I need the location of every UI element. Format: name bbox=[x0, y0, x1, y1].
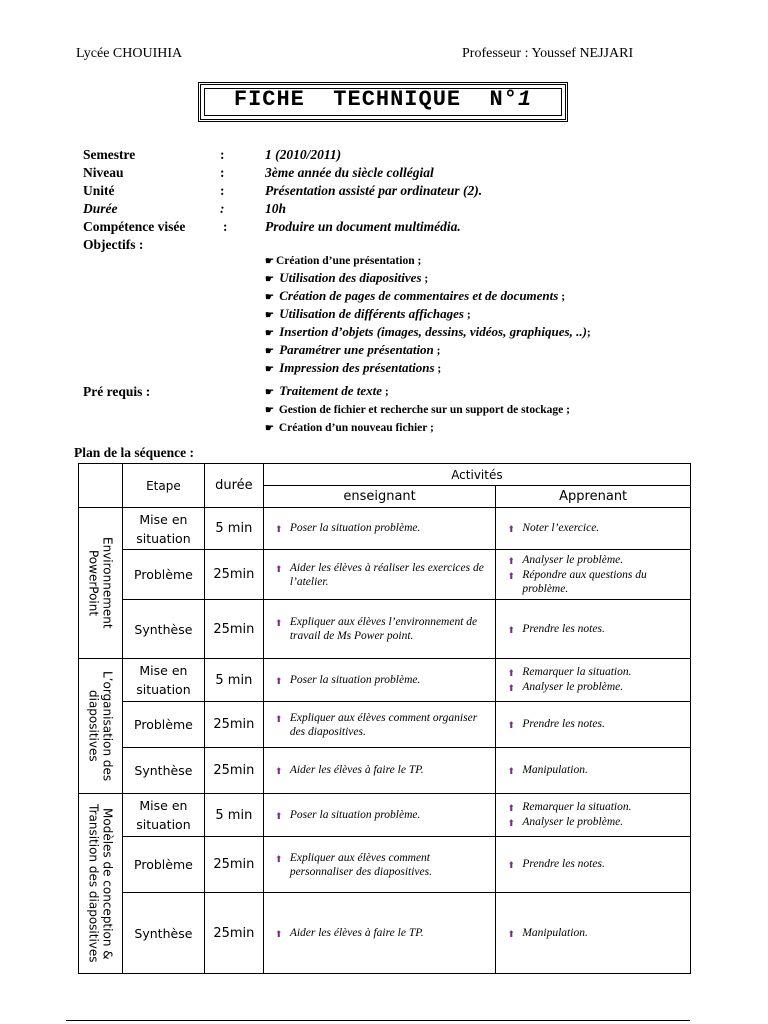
enseignant-cell bbox=[263, 794, 496, 837]
duree-cell: 25min bbox=[204, 550, 263, 600]
activity-text: Poser la situation problème. bbox=[289, 673, 421, 686]
hand-pointer-icon: ☛ bbox=[265, 346, 274, 357]
duree-cell: 5 min bbox=[204, 508, 263, 550]
school-name: Lycée CHOUIHIA bbox=[76, 46, 183, 61]
activity-text: Prendre les notes. bbox=[522, 858, 605, 870]
activity-text: Poser la situation problème. bbox=[289, 522, 421, 534]
table-row bbox=[79, 600, 691, 659]
activity-text: Analyser le problème. bbox=[522, 681, 624, 693]
info-block bbox=[0, 146, 768, 256]
info-value: Produire un document multimédia. bbox=[265, 219, 461, 234]
activity-text: Manipulation. bbox=[522, 926, 588, 939]
activity-text: Aider les élèves à faire le TP. bbox=[289, 926, 424, 939]
info-colon: : bbox=[220, 183, 225, 198]
activity-text: Noter l’exercice. bbox=[522, 522, 600, 534]
hand-pointer-icon: ☛ bbox=[265, 364, 274, 375]
list-item-text: Création d’un nouveau fichier ; bbox=[275, 422, 434, 434]
header-activites: Activités bbox=[263, 464, 690, 486]
list-item-suffix: ; bbox=[421, 273, 429, 285]
apprenant-cell bbox=[496, 893, 691, 974]
arrow-bullet-icon: ⬆ bbox=[507, 803, 516, 813]
list-item bbox=[265, 401, 570, 419]
list-item-text: Traitement de texte bbox=[275, 383, 382, 398]
hand-pointer-icon: ☛ bbox=[265, 292, 274, 303]
activity-text: Aider les élèves à réaliser les exercices de l’atelier. bbox=[289, 561, 484, 588]
activity-text: Prendre les notes. bbox=[522, 622, 605, 635]
table-row bbox=[79, 550, 691, 600]
list-item bbox=[265, 270, 591, 288]
teacher-name: Professeur : Youssef NEJJARI bbox=[462, 46, 634, 61]
hand-pointer-icon: ☛ bbox=[265, 387, 274, 398]
section-name-cell bbox=[79, 508, 123, 659]
duree-cell: 25min bbox=[204, 748, 263, 794]
table-row bbox=[79, 837, 691, 893]
activity-text: Expliquer aux élèves comment personnaliser des diapositives. bbox=[289, 851, 432, 878]
arrow-bullet-icon: ⬆ bbox=[275, 810, 283, 821]
prerequisites-list bbox=[265, 383, 570, 437]
arrow-bullet-icon: ⬆ bbox=[507, 818, 516, 828]
apprenant-cell bbox=[496, 550, 691, 600]
header-etape: Etape bbox=[122, 464, 204, 508]
table-row bbox=[79, 893, 691, 974]
hand-pointer-icon: ☛ bbox=[265, 328, 274, 339]
enseignant-cell bbox=[263, 508, 496, 550]
activity-text: Analyser le problème. bbox=[522, 554, 624, 566]
etape-cell: Synthèse bbox=[122, 600, 204, 659]
sequence-table bbox=[78, 463, 691, 974]
plan-label: Plan de la séquence : bbox=[74, 445, 194, 460]
arrow-bullet-icon: ⬆ bbox=[507, 860, 516, 870]
arrow-bullet-icon: ⬆ bbox=[275, 563, 283, 574]
apprenant-cell bbox=[496, 794, 691, 837]
duree-cell: 25min bbox=[204, 600, 263, 659]
corner-cell bbox=[79, 464, 123, 508]
enseignant-cell bbox=[263, 659, 496, 702]
list-item-text: Insertion d’objets (images, dessins, vidéos, graphiques, ..) bbox=[275, 324, 587, 339]
arrow-bullet-icon: ⬆ bbox=[507, 571, 516, 581]
info-colon: : bbox=[223, 219, 228, 234]
arrow-bullet-icon: ⬆ bbox=[507, 928, 516, 939]
title-box bbox=[198, 82, 568, 122]
table-row bbox=[79, 508, 691, 550]
arrow-bullet-icon: ⬆ bbox=[275, 713, 283, 724]
info-label: Compétence visée bbox=[83, 219, 186, 234]
list-item bbox=[265, 383, 570, 401]
info-label: Objectifs : bbox=[83, 237, 144, 252]
info-value: Présentation assisté par ordinateur (2). bbox=[265, 183, 483, 198]
list-item-suffix: ; bbox=[464, 309, 471, 321]
arrow-bullet-icon: ⬆ bbox=[275, 618, 283, 628]
info-colon: : bbox=[220, 201, 225, 216]
list-item-text: Création de pages de commentaires et de documents bbox=[275, 288, 559, 303]
activity-text: Poser la situation problème. bbox=[289, 808, 421, 821]
header-apprenant: Apprenant bbox=[496, 486, 691, 508]
section-name-cell bbox=[79, 659, 123, 794]
activity-text: Remarquer la situation. bbox=[522, 801, 632, 813]
bottom-rule bbox=[66, 1020, 690, 1021]
duree-cell: 25min bbox=[204, 837, 263, 893]
list-item-text: Paramétrer une présentation bbox=[275, 342, 434, 357]
arrow-bullet-icon: ⬆ bbox=[275, 928, 283, 939]
section-name: L’organisation des diapositives bbox=[86, 670, 115, 782]
list-item-text: Gestion de fichier et recherche sur un support de stockage ; bbox=[275, 404, 570, 416]
activity-text: Remarquer la situation. bbox=[522, 666, 632, 678]
section-name-cell bbox=[79, 794, 123, 974]
list-item-text: Utilisation de différents affichages bbox=[275, 306, 464, 321]
apprenant-cell bbox=[496, 748, 691, 794]
etape-cell: Problème bbox=[122, 702, 204, 748]
list-item bbox=[265, 360, 591, 378]
apprenant-cell bbox=[496, 659, 691, 702]
etape-cell: Problème bbox=[122, 550, 204, 600]
section-name: Modèles de conception & Transition des diapositives bbox=[86, 804, 115, 963]
table-row bbox=[79, 702, 691, 748]
arrow-bullet-icon: ⬆ bbox=[507, 766, 516, 776]
list-item bbox=[265, 252, 591, 270]
list-item-text: Utilisation des diapositives bbox=[275, 270, 422, 285]
duree-cell: 5 min bbox=[204, 659, 263, 702]
etape-cell: Mise en situation bbox=[122, 508, 204, 550]
arrow-bullet-icon: ⬆ bbox=[275, 766, 283, 776]
info-colon: : bbox=[220, 165, 225, 180]
etape-cell: Synthèse bbox=[122, 748, 204, 794]
enseignant-cell bbox=[263, 702, 496, 748]
arrow-bullet-icon: ⬆ bbox=[507, 556, 516, 566]
arrow-bullet-icon: ⬆ bbox=[507, 624, 516, 635]
list-item bbox=[265, 324, 591, 342]
etape-cell: Synthèse bbox=[122, 893, 204, 974]
page-title: FICHE TECHNIQUE N°1 bbox=[233, 87, 533, 112]
activity-text: Aider les élèves à faire le TP. bbox=[289, 764, 424, 776]
info-label: Unité bbox=[83, 183, 115, 198]
header-duree: durée bbox=[204, 464, 263, 508]
activity-text: Répondre aux questions du problème. bbox=[522, 569, 647, 595]
hand-pointer-icon: ☛ bbox=[265, 310, 274, 321]
enseignant-cell bbox=[263, 893, 496, 974]
duree-cell: 25min bbox=[204, 702, 263, 748]
table-row bbox=[79, 748, 691, 794]
apprenant-cell bbox=[496, 702, 691, 748]
list-item-suffix: ; bbox=[414, 255, 422, 267]
enseignant-cell bbox=[263, 837, 496, 893]
info-label: Durée bbox=[83, 201, 118, 216]
info-colon: : bbox=[220, 147, 225, 162]
list-item-suffix: ; bbox=[558, 291, 566, 303]
arrow-bullet-icon: ⬆ bbox=[507, 683, 516, 693]
list-item-suffix: ; bbox=[586, 327, 591, 339]
activity-text: Expliquer aux élèves l’environnement de travail de Ms Power point. bbox=[289, 616, 478, 642]
etape-cell: Mise en situation bbox=[122, 659, 204, 702]
arrow-bullet-icon: ⬆ bbox=[507, 668, 516, 678]
etape-cell: Problème bbox=[122, 837, 204, 893]
hand-pointer-icon: ☛ bbox=[265, 405, 274, 416]
arrow-bullet-icon: ⬆ bbox=[507, 720, 516, 730]
arrow-bullet-icon: ⬆ bbox=[507, 524, 516, 534]
apprenant-cell bbox=[496, 508, 691, 550]
etape-cell: Mise en situation bbox=[122, 794, 204, 837]
list-item bbox=[265, 288, 591, 306]
apprenant-cell bbox=[496, 837, 691, 893]
section-name: Environnement PowerPoint bbox=[86, 537, 115, 629]
arrow-bullet-icon: ⬆ bbox=[275, 675, 283, 686]
list-item bbox=[265, 306, 591, 324]
hand-pointer-icon: ☛ bbox=[265, 256, 274, 267]
enseignant-cell bbox=[263, 748, 496, 794]
list-item-suffix: ; bbox=[434, 363, 442, 375]
list-item-text: Création d’une présentation bbox=[275, 255, 415, 267]
info-value: 3ème année du siècle collégial bbox=[265, 165, 434, 180]
table-row bbox=[79, 659, 691, 702]
table-row bbox=[79, 794, 691, 837]
info-value: 10h bbox=[265, 201, 287, 216]
info-label: Semestre bbox=[83, 147, 136, 162]
prereq-label: Pré requis : bbox=[83, 384, 151, 399]
list-item-text: Impression des présentations bbox=[275, 360, 435, 375]
activity-text: Manipulation. bbox=[522, 764, 588, 776]
apprenant-cell bbox=[496, 600, 691, 659]
activity-text: Analyser le problème. bbox=[522, 816, 624, 828]
duree-cell: 25min bbox=[204, 893, 263, 974]
activity-text: Prendre les notes. bbox=[522, 718, 605, 730]
arrow-bullet-icon: ⬆ bbox=[275, 853, 283, 864]
header-enseignant: enseignant bbox=[263, 486, 496, 508]
objectives-list bbox=[265, 252, 591, 378]
arrow-bullet-icon: ⬆ bbox=[275, 524, 283, 534]
info-value: 1 (2010/2011) bbox=[265, 147, 342, 162]
duree-cell: 5 min bbox=[204, 794, 263, 837]
info-label: Niveau bbox=[83, 165, 124, 180]
list-item bbox=[265, 342, 591, 360]
enseignant-cell bbox=[263, 550, 496, 600]
list-item-suffix: ; bbox=[382, 386, 389, 398]
list-item-suffix: ; bbox=[433, 345, 441, 357]
activity-text: Expliquer aux élèves comment organiser des diapositives. bbox=[289, 711, 478, 738]
hand-pointer-icon: ☛ bbox=[265, 423, 274, 434]
enseignant-cell bbox=[263, 600, 496, 659]
list-item bbox=[265, 419, 570, 437]
hand-pointer-icon: ☛ bbox=[265, 274, 274, 285]
